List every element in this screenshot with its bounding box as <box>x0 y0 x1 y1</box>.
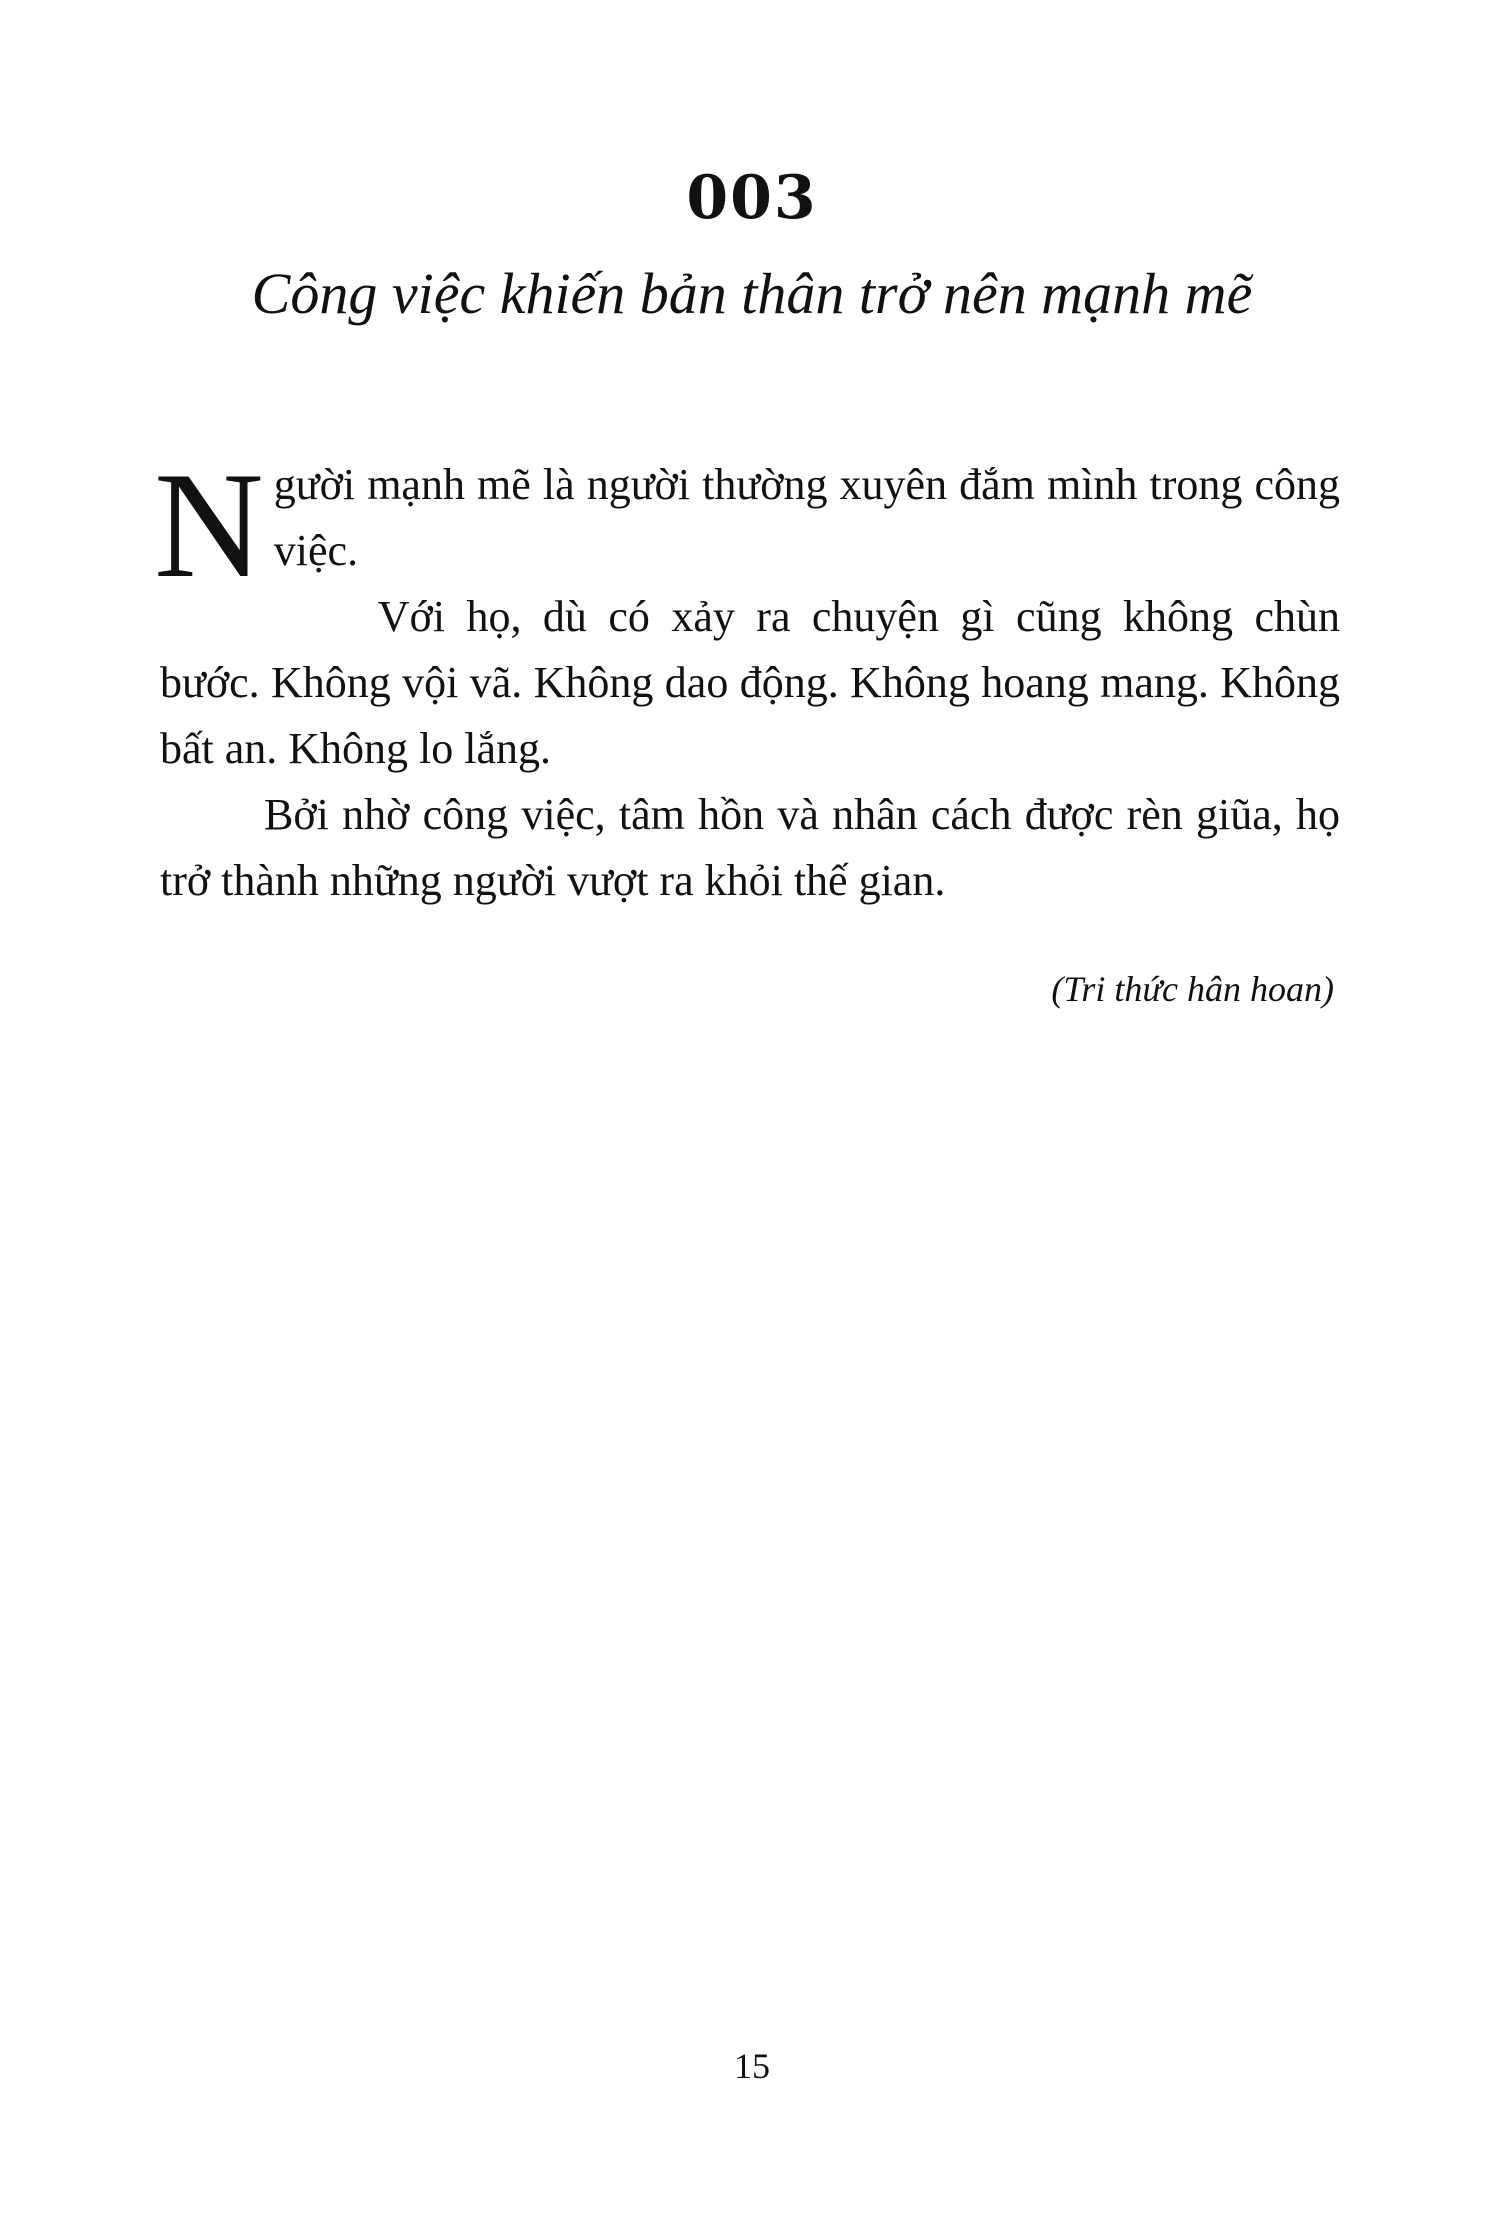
drop-cap: N <box>154 441 264 609</box>
chapter-title: Công việc khiến bản thân trở nên mạnh mẽ <box>251 261 1253 326</box>
paragraph-3: Bởi nhờ công việc, tâm hồn và nhân cách được rèn giũa, họ trở thành những người vượt ra khỏi thế gian. <box>160 790 1340 905</box>
paragraph-1-text: gười mạnh mẽ là người thường xuyên đắm mình trong công việc. <box>273 460 1340 575</box>
citation: (Tri thức hân hoan) <box>1051 969 1334 1009</box>
paragraph-1 <box>154 441 1340 609</box>
chapter-number: 003 <box>686 163 818 233</box>
page-number: 15 <box>734 2046 770 2086</box>
body-text <box>154 441 1340 914</box>
paragraph-2: Với họ, dù có xảy ra chuyện gì cũng không chùn bước. Không vội vã. Không dao động. Không hoang mang. Không bất an. Không lo lắng. <box>160 592 1340 773</box>
